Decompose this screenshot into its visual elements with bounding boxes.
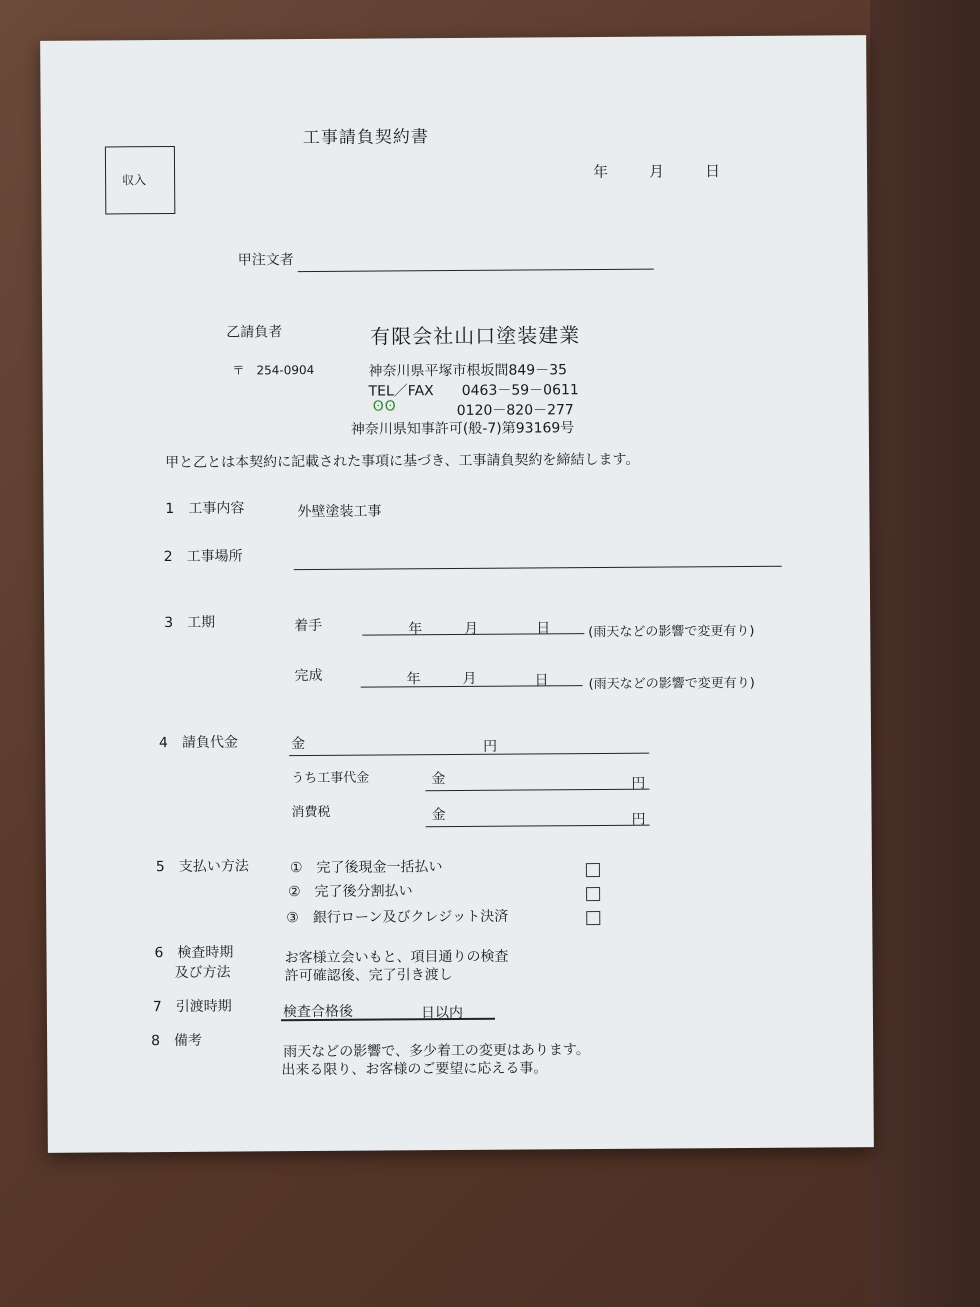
payment-option-2: ② 完了後分割払い — [288, 883, 413, 901]
date-year: 年 — [592, 162, 609, 182]
revenue-stamp-label: 収入 — [122, 173, 147, 188]
company-name: 有限会社山口塗装建業 — [370, 323, 581, 349]
work-cost-label: うち工事代金 — [291, 770, 370, 787]
total-kin: 金 — [290, 736, 306, 753]
tax-yen: 円 — [631, 811, 646, 828]
tax-line — [426, 825, 650, 828]
remarks-line-1: 雨天などの影響で、多少着工の変更はあります。 — [283, 1042, 590, 1061]
finish-day: 日 — [534, 672, 549, 689]
remarks-line-2: 出来る限り、お客様のご要望に応える事。 — [281, 1060, 548, 1079]
item5-label: 5 支払い方法 — [155, 858, 249, 876]
item1-value: 外壁塗装工事 — [297, 503, 382, 521]
item3-label: 3 工期 — [164, 614, 216, 632]
item6-label-2: 及び方法 — [174, 964, 231, 981]
tax-kin: 金 — [431, 807, 446, 824]
finish-year: 年 — [406, 671, 421, 688]
freedial-number: 0120－820－277 — [456, 402, 574, 419]
tax-label: 消費税 — [291, 804, 331, 821]
date-day: 日 — [704, 162, 721, 181]
finish-note: (雨天などの影響で変更有り) — [588, 675, 755, 693]
page-title: 工事請負契約書 — [302, 127, 429, 149]
company-address: 神奈川県平塚市根坂間849－35 — [368, 362, 568, 380]
payment-checkbox-3[interactable] — [586, 911, 600, 925]
orderer-line — [298, 269, 654, 272]
finish-label: 完成 — [294, 667, 323, 685]
postal-code: 〒 254-0904 — [232, 362, 315, 378]
payment-option-1: ① 完了後現金一括払い — [289, 859, 443, 877]
item8-label: 8 備考 — [151, 1032, 203, 1050]
work-cost-yen: 円 — [631, 775, 646, 792]
contractor-label: 乙請負者 — [226, 324, 283, 341]
start-note: (雨天などの影響で変更有り) — [588, 623, 755, 641]
work-cost-kin: 金 — [431, 771, 446, 788]
handover-value-1: 検査合格後 — [282, 1003, 353, 1021]
date-month: 月 — [648, 162, 665, 181]
item4-label: 4 請負代金 — [158, 734, 239, 752]
orderer-label: 甲注文者 — [237, 252, 294, 269]
contract-sheet — [40, 35, 874, 1153]
handover-value-2: 日以内 — [420, 1004, 463, 1022]
intro-text: 甲と乙とは本契約に記載された事項に基づき、工事請負契約を締結します。 — [165, 451, 640, 472]
item2-label: 2 工事場所 — [163, 548, 243, 566]
payment-checkbox-1[interactable] — [586, 863, 600, 877]
work-cost-line — [425, 789, 649, 792]
item6-label: 6 検査時期 — [154, 944, 234, 962]
revenue-stamp-box — [105, 146, 175, 214]
inspection-line-1: お客様立会いもと、項目通りの検査 — [284, 948, 509, 967]
inspection-line-2: 許可確認後、完了引き渡し — [284, 967, 453, 985]
start-month: 月 — [464, 620, 479, 637]
item7-label: 7 引渡時期 — [152, 998, 232, 1016]
item1-label: 1 工事内容 — [165, 500, 245, 518]
license-number: 神奈川県知事許可(般-7)第93169号 — [350, 420, 575, 438]
total-line — [289, 753, 649, 757]
total-yen: 円 — [483, 738, 498, 755]
payment-checkbox-2[interactable] — [586, 887, 600, 901]
start-label: 着手 — [294, 617, 323, 635]
payment-option-3: ③ 銀行ローン及びクレジット決済 — [286, 908, 509, 927]
site-line — [294, 566, 782, 570]
start-day: 日 — [536, 620, 551, 637]
table-edge — [870, 0, 980, 1307]
company-tel: TEL／FAX 0463－59－0611 — [368, 382, 579, 400]
finish-month: 月 — [462, 670, 477, 687]
freedial-icon: ʘʘ — [372, 398, 397, 415]
start-year: 年 — [408, 621, 423, 638]
